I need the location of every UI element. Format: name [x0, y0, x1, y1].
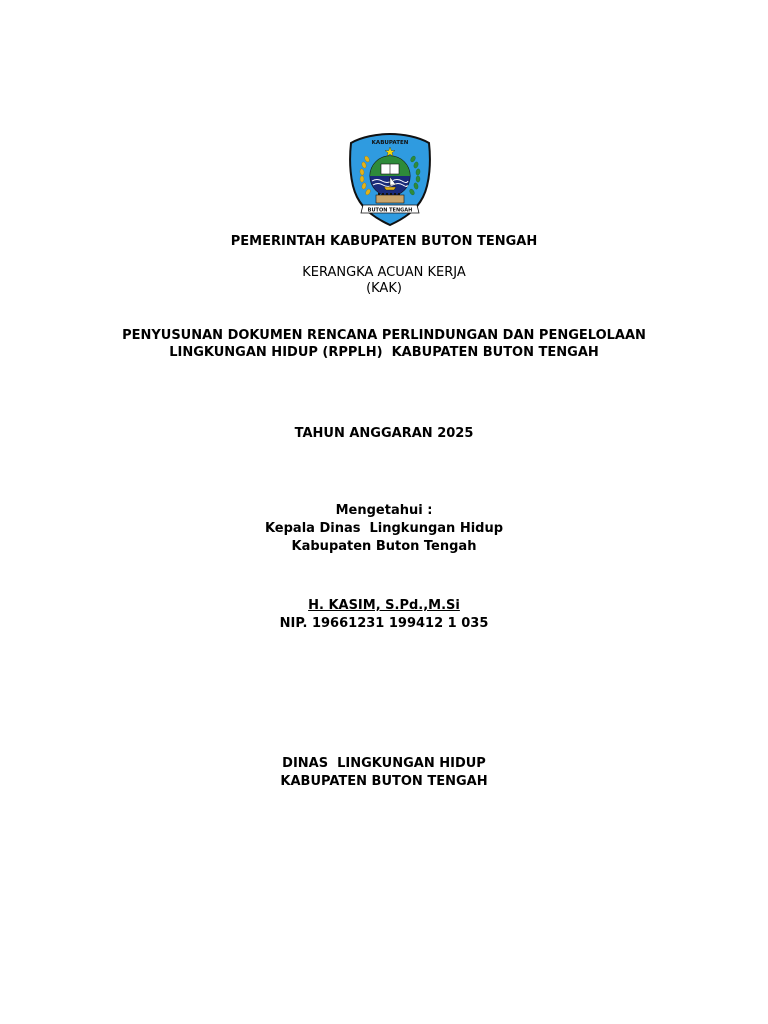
emblem-ribbon-text: BUTON TENGAH — [367, 207, 413, 214]
document-type-abbreviation: (KAK) — [366, 281, 402, 296]
emblem-top-text: KABUPATEN — [371, 140, 409, 146]
signatory-nip: NIP. 19661231 199412 1 035 — [279, 616, 489, 631]
signatory-name: H. KASIM, S.Pd.,M.Si — [308, 598, 460, 613]
signatory-name-wrap — [0, 598, 768, 614]
document-type: KERANGKA ACUAN KERJA — [302, 265, 466, 280]
government-heading: PEMERINTAH KABUPATEN BUTON TENGAH — [230, 234, 538, 249]
agency-name-line-2: KABUPATEN BUTON TENGAH — [280, 774, 488, 789]
document-title-line-1: PENYUSUNAN DOKUMEN RENCANA PERLINDUNGAN DAN PENGELOLAAN — [122, 328, 646, 343]
approval-label: Mengetahui : — [335, 503, 433, 518]
kabupaten-buton-tengah-emblem-icon — [347, 131, 433, 227]
approval-region: Kabupaten Buton Tengah — [291, 539, 477, 554]
fiscal-year: TAHUN ANGGARAN 2025 — [294, 426, 474, 441]
document-title-line-2: LINGKUNGAN HIDUP (RPPLH) KABUPATEN BUTON TENGAH — [169, 345, 599, 360]
approval-position: Kepala Dinas Lingkungan Hidup — [264, 521, 504, 536]
agency-name-line-1: DINAS LINGKUNGAN HIDUP — [282, 756, 486, 771]
